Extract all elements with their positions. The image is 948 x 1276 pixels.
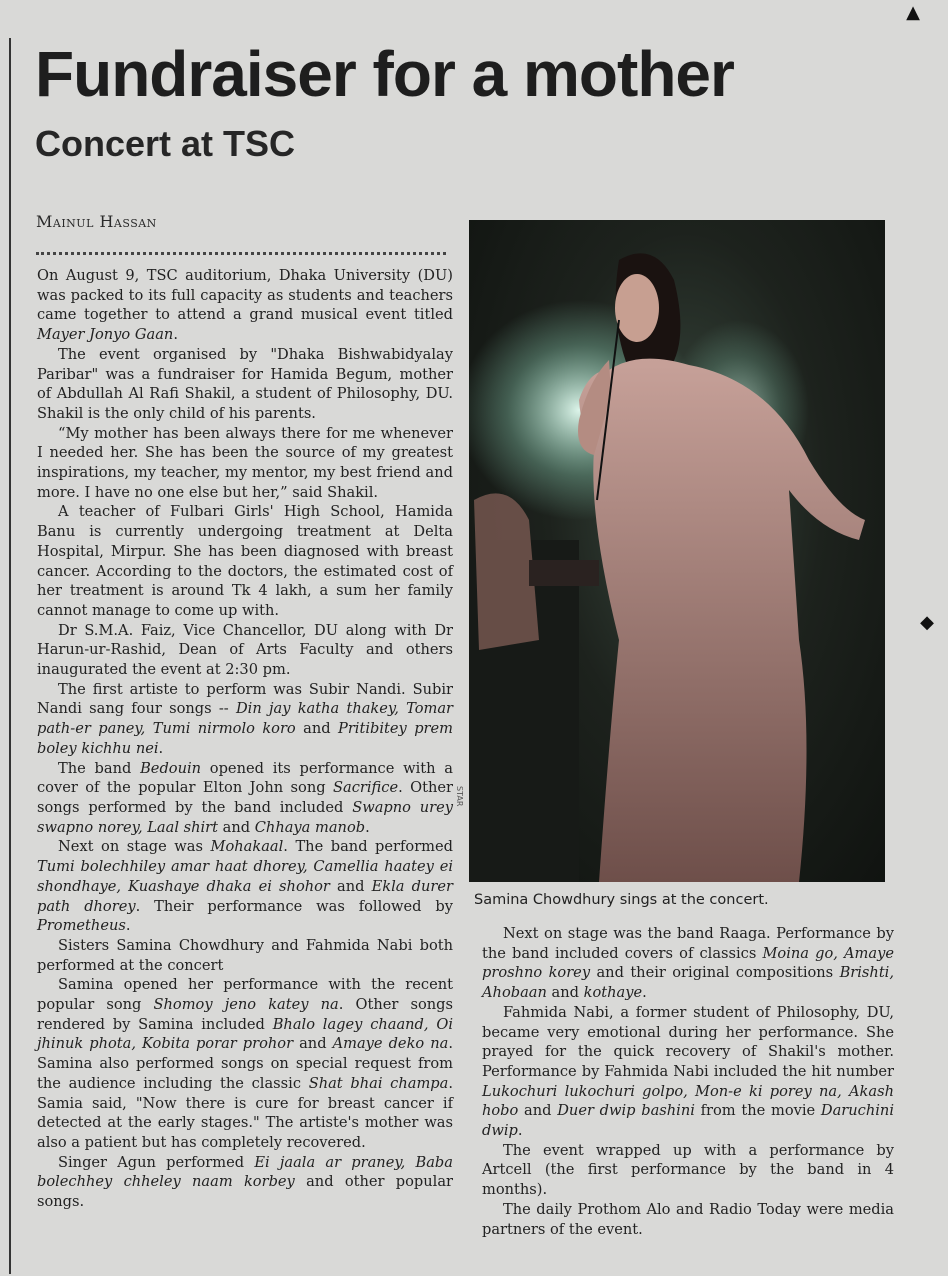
song-title: Duer dwip bashini bbox=[557, 1102, 695, 1120]
article-paragraph: Dr S.M.A. Faiz, Vice Chancellor, DU along with Dr Harun-ur-Rashid, Dean of Arts Faculty and others inaugurated the event at 2:30 pm. bbox=[37, 621, 453, 679]
song-title: Ei jaala ar praney, Baba bolechhey chheley naam korbey bbox=[37, 1153, 453, 1191]
song-title: Bedouin bbox=[140, 759, 202, 777]
article-paragraph: A teacher of Fulbari Girls' High School, Hamida Banu is currently undergoing treatment at Delta Hospital, Mirpur. She has been diagnosed with breast cancer. According to the doctors, the estimated cost of her treatment is around Tk 4 lakh, a sum her family cannot manage to come up with. bbox=[37, 503, 453, 619]
concert-photo bbox=[469, 220, 885, 882]
article-paragraph: Next on stage was Mohakaal. The band performed Tumi bolechhiley amar haat dhorey, Camellia haatey ei shondhaye, Kuashaye dhaka ei shohor and Ekla durer path dhorey. Their performance was followed by Prometheus. bbox=[37, 838, 453, 935]
article-column-1 bbox=[37, 266, 453, 1212]
byline-divider bbox=[36, 252, 446, 255]
song-title: Mohakaal bbox=[210, 838, 284, 856]
song-title: Chhaya manob bbox=[254, 818, 366, 836]
article-paragraph: The band Bedouin opened its performance with a cover of the popular Elton John song Sacrifice. Other songs performed by the band included Swapno urey swapno norey, Laal shirt and Chhaya manob. bbox=[37, 759, 453, 836]
song-title: Pritibitey prem boley kichhu nei bbox=[37, 720, 453, 757]
song-title: Amaye deko na bbox=[332, 1035, 449, 1053]
song-title: Shomoy jeno katey na bbox=[153, 996, 339, 1014]
pin-mark: ▲ bbox=[906, 2, 920, 23]
photo-caption: Samina Chowdhury sings at the concert. bbox=[474, 892, 769, 908]
article-paragraph: “My mother has been always there for me whenever I needed her. She has been the source of my greatest inspirations, my teacher, my mentor, my best friend and more. I have no one else but her,” said Shakil. bbox=[37, 424, 453, 501]
article-paragraph: The event organised by "Dhaka Bishwabidyalay Paribar" was a fundraiser for Hamida Begum, mother of Abdullah Al Rafi Shakil, a student of Philosophy, DU. Shakil is the only child of his parents. bbox=[37, 345, 453, 422]
headline: Fundraiser for a mother bbox=[35, 38, 734, 110]
column-rule bbox=[9, 38, 11, 1274]
byline: Mainul Hassan bbox=[36, 212, 157, 231]
song-title: Prometheus bbox=[37, 917, 126, 935]
article-paragraph: The first artiste to perform was Subir Nandi. Subir Nandi sang four songs -- Din jay katha thakey, Tomar path-er paney, Tumi nirmolo koro and Pritibitey prem boley kichhu nei. bbox=[37, 680, 454, 757]
song-title: kothaye bbox=[583, 984, 643, 1002]
song-title: Mayer Jonyo Gaan bbox=[37, 326, 174, 344]
song-title: Moina go, Amaye proshno korey bbox=[482, 944, 894, 982]
pin-mark: ◆ bbox=[920, 612, 934, 633]
song-title: Daruchini dwip bbox=[482, 1102, 894, 1140]
article-paragraph: On August 9, TSC auditorium, Dhaka University (DU) was packed to its full capacity as students and teachers came together to attend a grand musical event titled Mayer Jonyo Gaan. bbox=[37, 267, 453, 344]
article-paragraph: Sisters Samina Chowdhury and Fahmida Nabi both performed at the concert bbox=[37, 936, 453, 974]
subheadline: Concert at TSC bbox=[35, 123, 296, 164]
article-paragraph: Samina opened her performance with the recent popular song Shomoy jeno katey na. Other songs rendered by Samina included Bhalo lagey chaand, Oi jhinuk phota, Kobita porar prohor and Amaye deko na. Samina also performed songs on special request from the audience including the classic Shat bhai champa. Samia said, "Now there is cure for breast cancer if detected at the early stages." The artiste's mother was also a patient but has completely recovered. bbox=[37, 976, 453, 1151]
song-title: Swapno urey swapno norey, Laal shirt bbox=[37, 798, 453, 836]
song-title: Lukochuri lukochuri golpo, Mon-e ki porey na, Akash hobo bbox=[482, 1082, 894, 1120]
article-paragraph: Fahmida Nabi, a former student of Philosophy, DU, became very emotional during her performance. She prayed for the quick recovery of Shakil's mother. Performance by Fahmida Nabi included the hit number Lukochuri lukochuri golpo, Mon-e ki porey na, Akash hobo and Duer dwip bashini from the movie Daruchini dwip. bbox=[482, 1003, 894, 1140]
song-title: Sacrifice bbox=[333, 779, 399, 797]
article-paragraph: Next on stage was the band Raaga. Performance by the band included covers of classics Moina go, Amaye proshno korey and their original compositions Brishti, Ahobaan and kothaye. bbox=[482, 925, 894, 1002]
song-title: Din jay katha thakey, Tomar path-er paney, Tumi nirmolo koro bbox=[37, 700, 454, 738]
song-title: Ekla durer path dhorey bbox=[37, 877, 453, 915]
article-paragraph: The event wrapped up with a performance by Artcell (the first performance by the band in 4 months). bbox=[482, 1141, 894, 1199]
song-title: Brishti, Ahobaan bbox=[482, 964, 894, 1002]
article-paragraph: Singer Agun performed Ei jaala ar praney, Baba bolechhey chheley naam korbey and other popular songs. bbox=[37, 1153, 453, 1211]
photo-credit: STAR bbox=[455, 786, 464, 807]
song-title: Tumi bolechhiley amar haat dhorey, Camellia haatey ei shondhaye, Kuashaye dhaka ei shohor bbox=[37, 858, 453, 895]
song-title: Shat bhai champa bbox=[308, 1074, 449, 1092]
song-title: Bhalo lagey chaand, Oi jhinuk phota, Kobita porar prohor bbox=[37, 1015, 453, 1053]
article-column-2 bbox=[482, 924, 894, 1239]
article-paragraph: The daily Prothom Alo and Radio Today were media partners of the event. bbox=[482, 1200, 894, 1238]
